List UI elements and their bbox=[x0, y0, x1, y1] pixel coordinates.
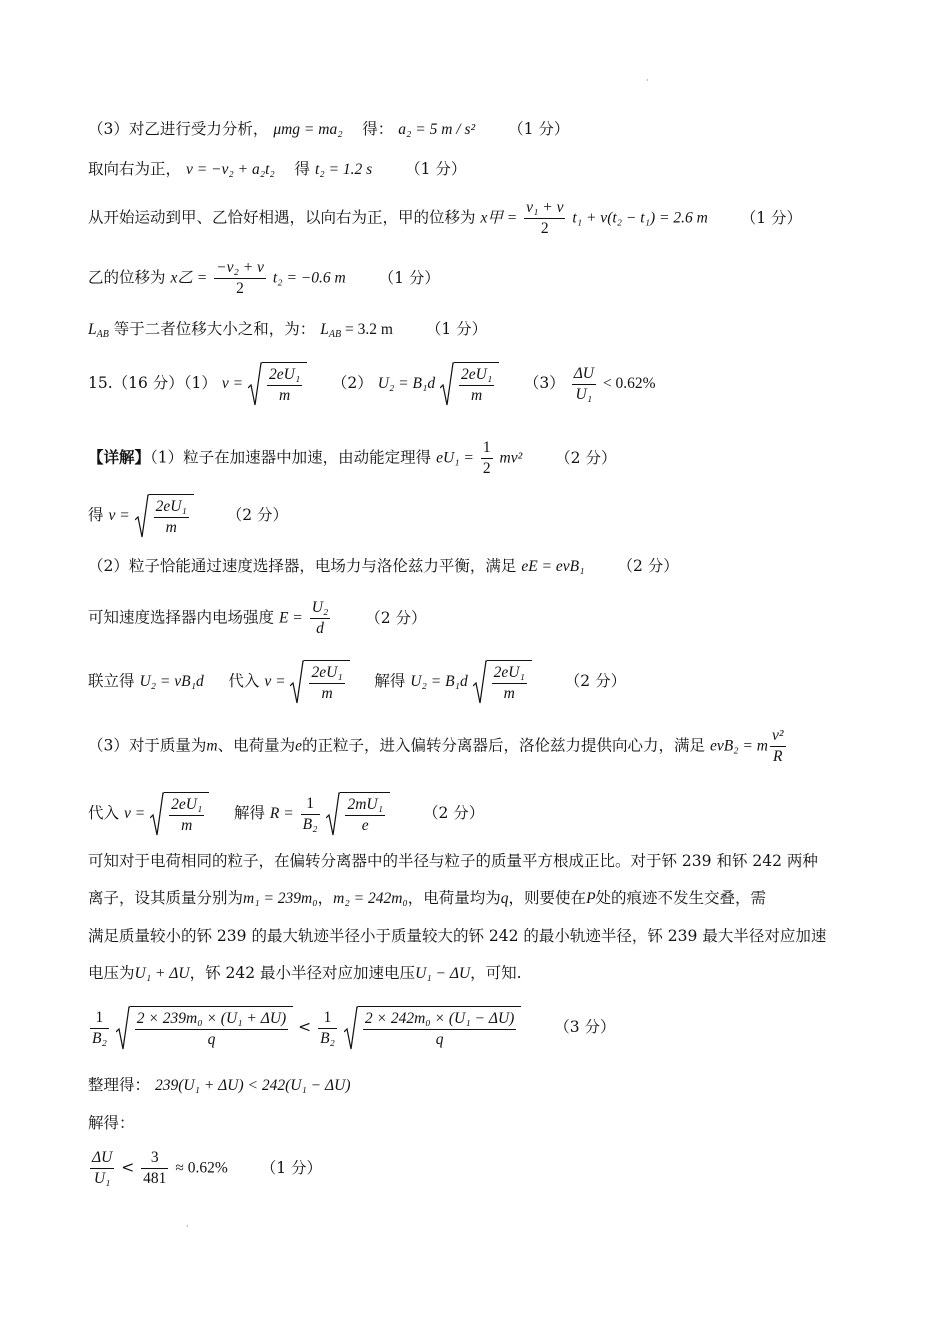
question-number: 15.（16 分）（1） bbox=[88, 374, 217, 392]
denominator: q bbox=[207, 1031, 216, 1048]
text: 可知速度选择器内电场强度 bbox=[88, 608, 275, 627]
page-mark: · bbox=[186, 1222, 189, 1231]
denominator: U₁ bbox=[575, 385, 593, 403]
fraction bbox=[301, 794, 320, 835]
text: （3）对乙进行受力分析， bbox=[88, 120, 269, 138]
sqrt bbox=[116, 1006, 293, 1050]
symbol: < bbox=[121, 1158, 135, 1177]
score-label: （1 分） bbox=[378, 268, 440, 287]
numerator: 1 bbox=[301, 794, 320, 815]
equation: < 0.62% bbox=[602, 375, 656, 392]
text: 解得 bbox=[233, 804, 265, 822]
equation: eE = evB₁ bbox=[521, 558, 585, 575]
solve-label-line bbox=[88, 1112, 135, 1134]
text: ，电荷量均为 bbox=[407, 889, 501, 907]
score-label: （1 分） bbox=[508, 120, 570, 138]
text: 代入 bbox=[228, 672, 260, 690]
part3-line-4 bbox=[88, 258, 440, 299]
denominator: U₁ bbox=[93, 1170, 111, 1187]
score-label: （3 分） bbox=[554, 1018, 616, 1036]
paragraph-line-1 bbox=[88, 850, 818, 872]
denominator: q bbox=[435, 1031, 444, 1048]
numerator: ΔU bbox=[572, 364, 596, 385]
fraction bbox=[141, 1148, 168, 1189]
sqrt bbox=[326, 792, 390, 836]
numerator: 2 × 239m₀ × (U₁ + ΔU) bbox=[135, 1009, 288, 1030]
detail-line-7 bbox=[88, 792, 484, 836]
numerator: 1 bbox=[481, 438, 493, 459]
detail-line-5 bbox=[88, 660, 626, 704]
paragraph-line-3 bbox=[88, 925, 826, 947]
text: 联立得 bbox=[88, 672, 135, 690]
text: 得 bbox=[88, 506, 104, 524]
denominator: m bbox=[321, 685, 333, 702]
sqrt bbox=[135, 494, 194, 538]
numerator: 2eU₁ bbox=[459, 365, 494, 386]
symbol: < bbox=[298, 1018, 312, 1036]
sqrt bbox=[344, 1006, 521, 1050]
equation: eU₁ = bbox=[436, 449, 474, 467]
numerator: v₁ + v bbox=[524, 198, 565, 219]
fraction bbox=[481, 438, 493, 479]
equation: U₂ = B₁d bbox=[377, 375, 436, 392]
equation: v = bbox=[264, 673, 286, 690]
text: ， bbox=[317, 889, 334, 907]
denominator: B₂ bbox=[302, 815, 318, 833]
sqrt bbox=[440, 362, 499, 406]
equation: v = bbox=[123, 805, 146, 822]
numerator: 2eU₁ bbox=[492, 663, 527, 684]
equation: 239(U₁ + ΔU) < 242(U₁ − ΔU) bbox=[154, 1077, 351, 1094]
equation: t₁ + v(t₂ − t₁) = 2.6 m bbox=[572, 209, 708, 227]
text: 乙的位移为 bbox=[88, 268, 166, 287]
text: 电压为 bbox=[88, 964, 135, 982]
text: （2）粒子恰能通过速度选择器，电场力与洛伦兹力平衡，满足 bbox=[88, 557, 517, 575]
text: 代入 bbox=[88, 804, 120, 822]
score-label: （1 分） bbox=[260, 1158, 323, 1177]
score-label: （1 分） bbox=[740, 208, 803, 227]
denominator: 2 bbox=[540, 220, 549, 237]
text: 可知对于电荷相同的粒子，在偏转分离器中的半径与粒子的质量平方根成正比。对于钚 239 和钚 242 两种 bbox=[88, 852, 818, 870]
equation: m₂ = 242m₀ bbox=[333, 890, 408, 907]
text: 得： bbox=[362, 120, 394, 138]
detail-line-4 bbox=[88, 598, 427, 639]
denominator: R bbox=[773, 748, 783, 765]
text: 取向右为正， bbox=[88, 160, 182, 178]
sqrt bbox=[473, 660, 532, 704]
part3-line-2 bbox=[88, 158, 466, 181]
equation: U₁ − ΔU bbox=[415, 965, 471, 982]
numerator: 2 × 242m₀ × (U₁ − ΔU) bbox=[363, 1009, 516, 1030]
equation: v = bbox=[221, 375, 244, 392]
equation: a₂ = 5 m / s² bbox=[398, 121, 476, 138]
text: 解得 bbox=[374, 672, 406, 690]
paragraph-line-4 bbox=[88, 962, 522, 985]
numerator: 1 bbox=[318, 1008, 337, 1029]
text: 、电荷量为 bbox=[217, 736, 296, 755]
numerator: 2eU₁ bbox=[154, 497, 189, 518]
equation: ≈ 0.62% bbox=[175, 1159, 228, 1177]
equation: U₂ = vB₁d bbox=[139, 673, 204, 690]
equation: U₁ + ΔU bbox=[134, 965, 190, 982]
symbol: P bbox=[586, 890, 596, 907]
denominator: 481 bbox=[143, 1170, 167, 1187]
equation: R = bbox=[269, 805, 294, 822]
fraction bbox=[90, 1008, 109, 1049]
text: （1）粒子在加速器中加速，由动能定理得 bbox=[150, 448, 432, 467]
detail-line-2 bbox=[88, 494, 288, 538]
score-label: （2 分） bbox=[422, 804, 485, 822]
score-label: （2 分） bbox=[226, 506, 289, 524]
equation: t₂ = 1.2 s bbox=[315, 161, 373, 178]
denominator: m bbox=[471, 387, 483, 404]
fraction bbox=[310, 598, 331, 639]
part3-line-3 bbox=[88, 198, 802, 239]
detail-line-1 bbox=[88, 438, 616, 479]
numerator: 3 bbox=[141, 1148, 168, 1169]
text: 从开始运动到甲、乙恰好相遇，以向右为正，甲的位移为 bbox=[88, 208, 476, 227]
score-label: （2 分） bbox=[564, 672, 627, 690]
equation: mv² bbox=[499, 449, 523, 467]
denominator: B₂ bbox=[320, 1029, 335, 1047]
score-label: （2 分） bbox=[617, 557, 679, 575]
paragraph-line-2 bbox=[88, 887, 766, 910]
denominator: e bbox=[361, 817, 369, 834]
equation: x甲 = bbox=[480, 209, 518, 227]
fraction bbox=[572, 364, 596, 405]
numerator: 2eU₁ bbox=[169, 795, 204, 816]
text: ，可知. bbox=[470, 964, 522, 982]
equation: m₁ = 239m₀ bbox=[243, 890, 318, 907]
equation: v = −v₂ + a₂t₂ bbox=[185, 161, 275, 178]
text: ，则要使在 bbox=[508, 889, 587, 907]
numerator: 2eU₁ bbox=[309, 663, 344, 684]
score-label: （2 分） bbox=[365, 608, 427, 627]
inequality-line bbox=[88, 1006, 616, 1050]
fraction bbox=[318, 1008, 337, 1049]
text: 解得： bbox=[88, 1114, 135, 1132]
text: （3） bbox=[523, 374, 565, 392]
score-label: （1 分） bbox=[425, 320, 488, 338]
equation: x乙 = bbox=[170, 269, 208, 287]
fraction bbox=[214, 258, 266, 299]
score-label: （2 分） bbox=[555, 448, 617, 467]
numerator: U₂ bbox=[310, 598, 331, 619]
part3-line-5 bbox=[88, 318, 487, 346]
denominator: m bbox=[503, 685, 515, 702]
part3-line-1 bbox=[88, 118, 569, 141]
numerator: 2mU₁ bbox=[345, 795, 385, 816]
denominator: B₂ bbox=[92, 1029, 107, 1047]
final-line bbox=[88, 1148, 322, 1189]
equation: t₂ = −0.6 m bbox=[272, 269, 346, 287]
equation: $L_{AB}$ bbox=[88, 321, 109, 340]
numerator: 1 bbox=[90, 1008, 109, 1029]
equation: E = bbox=[278, 609, 303, 627]
text: 得 bbox=[294, 160, 311, 178]
text: （2） bbox=[331, 374, 373, 392]
score-label: （1 分） bbox=[405, 160, 467, 178]
denominator: 2 bbox=[482, 460, 491, 477]
text: 等于二者位移大小之和，为： bbox=[113, 320, 316, 338]
fraction bbox=[90, 1148, 114, 1189]
equation: U₂ = B₁d bbox=[410, 673, 468, 690]
text: （3）对于质量为 bbox=[88, 736, 207, 755]
text: ，钚 242 最小半径对应加速电压 bbox=[189, 964, 416, 982]
denominator: d bbox=[316, 620, 324, 637]
symbol: q bbox=[500, 890, 509, 907]
detail-tag: 【详解】 bbox=[88, 447, 151, 467]
text: 整理得： bbox=[88, 1076, 151, 1094]
denominator: m bbox=[181, 817, 193, 834]
symbol: m bbox=[206, 737, 218, 755]
symbol: e bbox=[295, 737, 302, 755]
q15-answer-line bbox=[88, 362, 656, 406]
denominator: m bbox=[165, 519, 177, 536]
numerator: −v₂ + v bbox=[214, 258, 266, 279]
text: 离子，设其质量分别为 bbox=[88, 889, 244, 907]
fraction bbox=[770, 726, 786, 767]
equation: v = bbox=[108, 507, 130, 524]
equation: $L_{AB} = 3.2$ m bbox=[320, 321, 393, 340]
sqrt bbox=[150, 792, 209, 836]
text: 满足质量较小的钚 239 的最大轨迹半径小于质量较大的钚 242 的最小轨迹半径，钚 239 最大半径对应加速 bbox=[88, 927, 827, 945]
numerator: v² bbox=[770, 726, 786, 747]
text: 处的痕迹不发生交叠，需 bbox=[595, 889, 767, 907]
fraction bbox=[524, 198, 565, 239]
text: 的正粒子，进入偏转分离器后，洛伦兹力提供向心力，满足 bbox=[301, 736, 705, 755]
denominator: 2 bbox=[236, 280, 244, 297]
equation: μmg = ma₂ bbox=[273, 121, 343, 138]
detail-line-6 bbox=[88, 726, 788, 767]
page-mark: · bbox=[646, 76, 649, 85]
numerator: 2eU₁ bbox=[267, 365, 302, 386]
sqrt bbox=[290, 660, 349, 704]
equation: evB₂ = m bbox=[709, 737, 768, 755]
detail-line-3 bbox=[88, 555, 679, 578]
tidy-line bbox=[88, 1074, 350, 1097]
numerator: ΔU bbox=[90, 1148, 114, 1169]
denominator: m bbox=[279, 387, 291, 404]
sqrt bbox=[248, 362, 307, 406]
